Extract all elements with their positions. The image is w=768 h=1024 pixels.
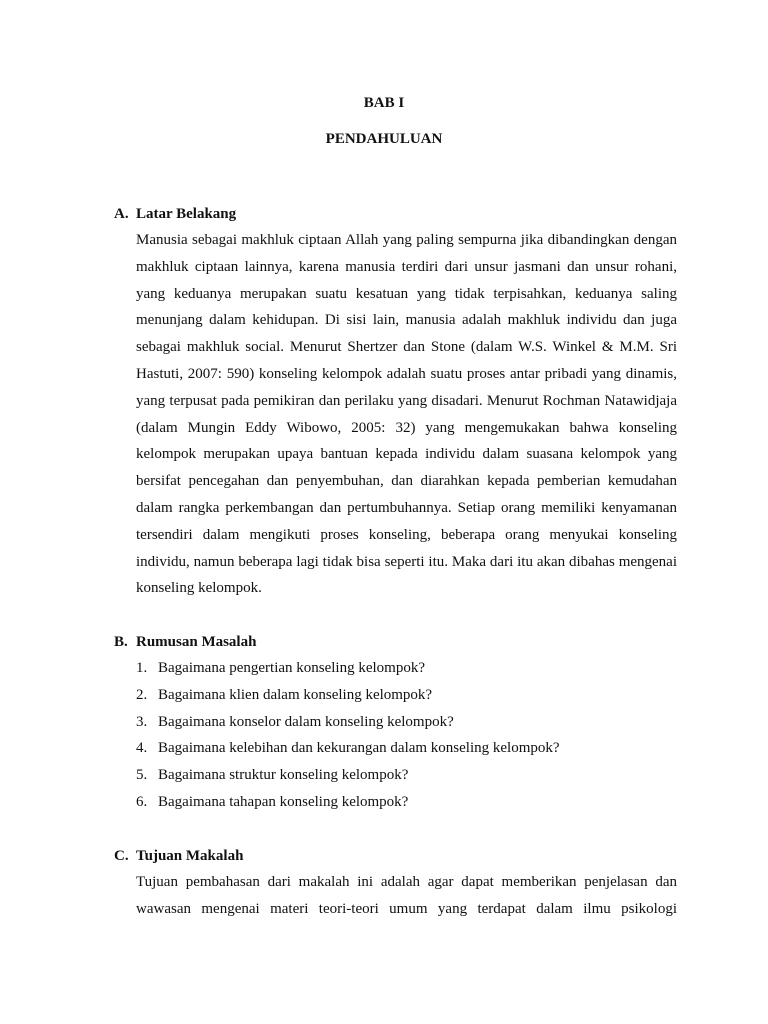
list-text: Bagaimana kelebihan dan kekurangan dalam konseling kelompok?: [158, 740, 560, 757]
list-text: Bagaimana konselor dalam konseling kelompok?: [158, 713, 454, 730]
list-text: Bagaimana klien dalam konseling kelompok?: [158, 686, 433, 703]
paragraph-line: bersifat pencegahan dan penyembuhan, dan diarahkan kepada pemberian kemudahan: [136, 473, 677, 490]
section-c-title: Tujuan Makalah: [136, 848, 244, 864]
paragraph-line: Manusia sebagai makhluk ciptaan Allah yang paling sempurna jika dibandingkan dengan: [136, 232, 677, 248]
list-text: Bagaimana struktur konseling kelompok?: [158, 767, 409, 784]
list-number: 5.: [136, 767, 148, 784]
paragraph-line: yang keduanya merupakan suatu kesatuan yang tidak terpisahkan, keduanya saling: [136, 285, 677, 302]
section-c-heading: [114, 846, 243, 866]
section-a-title: Latar Belakang: [136, 206, 237, 222]
list-item: [136, 762, 677, 789]
paragraph-line: individu, namun beberapa lagi tidak bisa seperti itu. Maka dari itu akan dibahas mengenai: [136, 553, 677, 570]
list-item: [136, 709, 677, 736]
list-number: 6.: [136, 793, 148, 810]
list-number: 1.: [136, 660, 148, 676]
paragraph-line: Tujuan pembahasan dari makalah ini adalah agar dapat memberikan penjelasan dan: [136, 874, 677, 890]
paragraph-line: sebagai makhluk social. Menurut Shertzer dan Stone (dalam W.S. Winkel & M.M. Sri: [136, 339, 677, 356]
section-b-marker: B.: [114, 634, 128, 650]
paragraph-line: yang terpusat pada pemikiran dan perilaku yang disadari. Menurut Rochman Natawidjaja: [136, 392, 677, 409]
section-c-paragraph: [136, 869, 677, 923]
chapter-title: PENDAHULUAN: [325, 131, 443, 147]
list-number: 2.: [136, 686, 148, 703]
list-item: [136, 735, 677, 762]
list-number: 3.: [136, 713, 148, 730]
paragraph-line: kelompok merupakan upaya bantuan kepada individu dalam suasana kelompok yang: [136, 446, 677, 463]
paragraph-line: konseling kelompok.: [136, 580, 262, 597]
section-a-paragraph: [136, 227, 677, 602]
paragraph-line: menunjang dalam kehidupan. Di sisi lain, manusia adalah makhluk individu dan juga: [136, 312, 677, 329]
list-number: 4.: [136, 740, 148, 757]
section-b-heading: [114, 632, 256, 652]
paragraph-line: dalam rangka perkembangan dan pertumbuhannya. Setiap orang memiliki kenyamanan: [136, 499, 677, 516]
list-text: Bagaimana tahapan konseling kelompok?: [158, 793, 409, 810]
section-b-title: Rumusan Masalah: [136, 634, 257, 650]
list-item: [136, 655, 677, 682]
paragraph-line: tersendiri dalam mengikuti proses konseling, beberapa orang menyukai konseling: [136, 526, 677, 543]
section-a-marker: A.: [114, 206, 129, 222]
section-c-marker: C.: [114, 848, 129, 864]
list-text: Bagaimana pengertian konseling kelompok?: [158, 660, 426, 676]
paragraph-line: wawasan mengenai materi teori-teori umum yang terdapat dalam ilmu psikologi: [136, 900, 677, 917]
section-a-heading: [114, 204, 236, 224]
paragraph-line: makhluk ciptaan lainnya, karena manusia terdiri dari unsur jasmani dan unsur rohani,: [136, 258, 677, 275]
list-item: [136, 682, 677, 709]
paragraph-line: Hastuti, 2007: 590) konseling kelompok adalah suatu proses antar pribadi yang dinamis,: [136, 365, 677, 382]
list-item: [136, 789, 677, 816]
chapter-label: BAB I: [363, 95, 405, 111]
paragraph-line: (dalam Mungin Eddy Wibowo, 2005: 32) yang mengemukakan bahwa konseling: [136, 419, 677, 436]
problem-list: [136, 655, 677, 816]
